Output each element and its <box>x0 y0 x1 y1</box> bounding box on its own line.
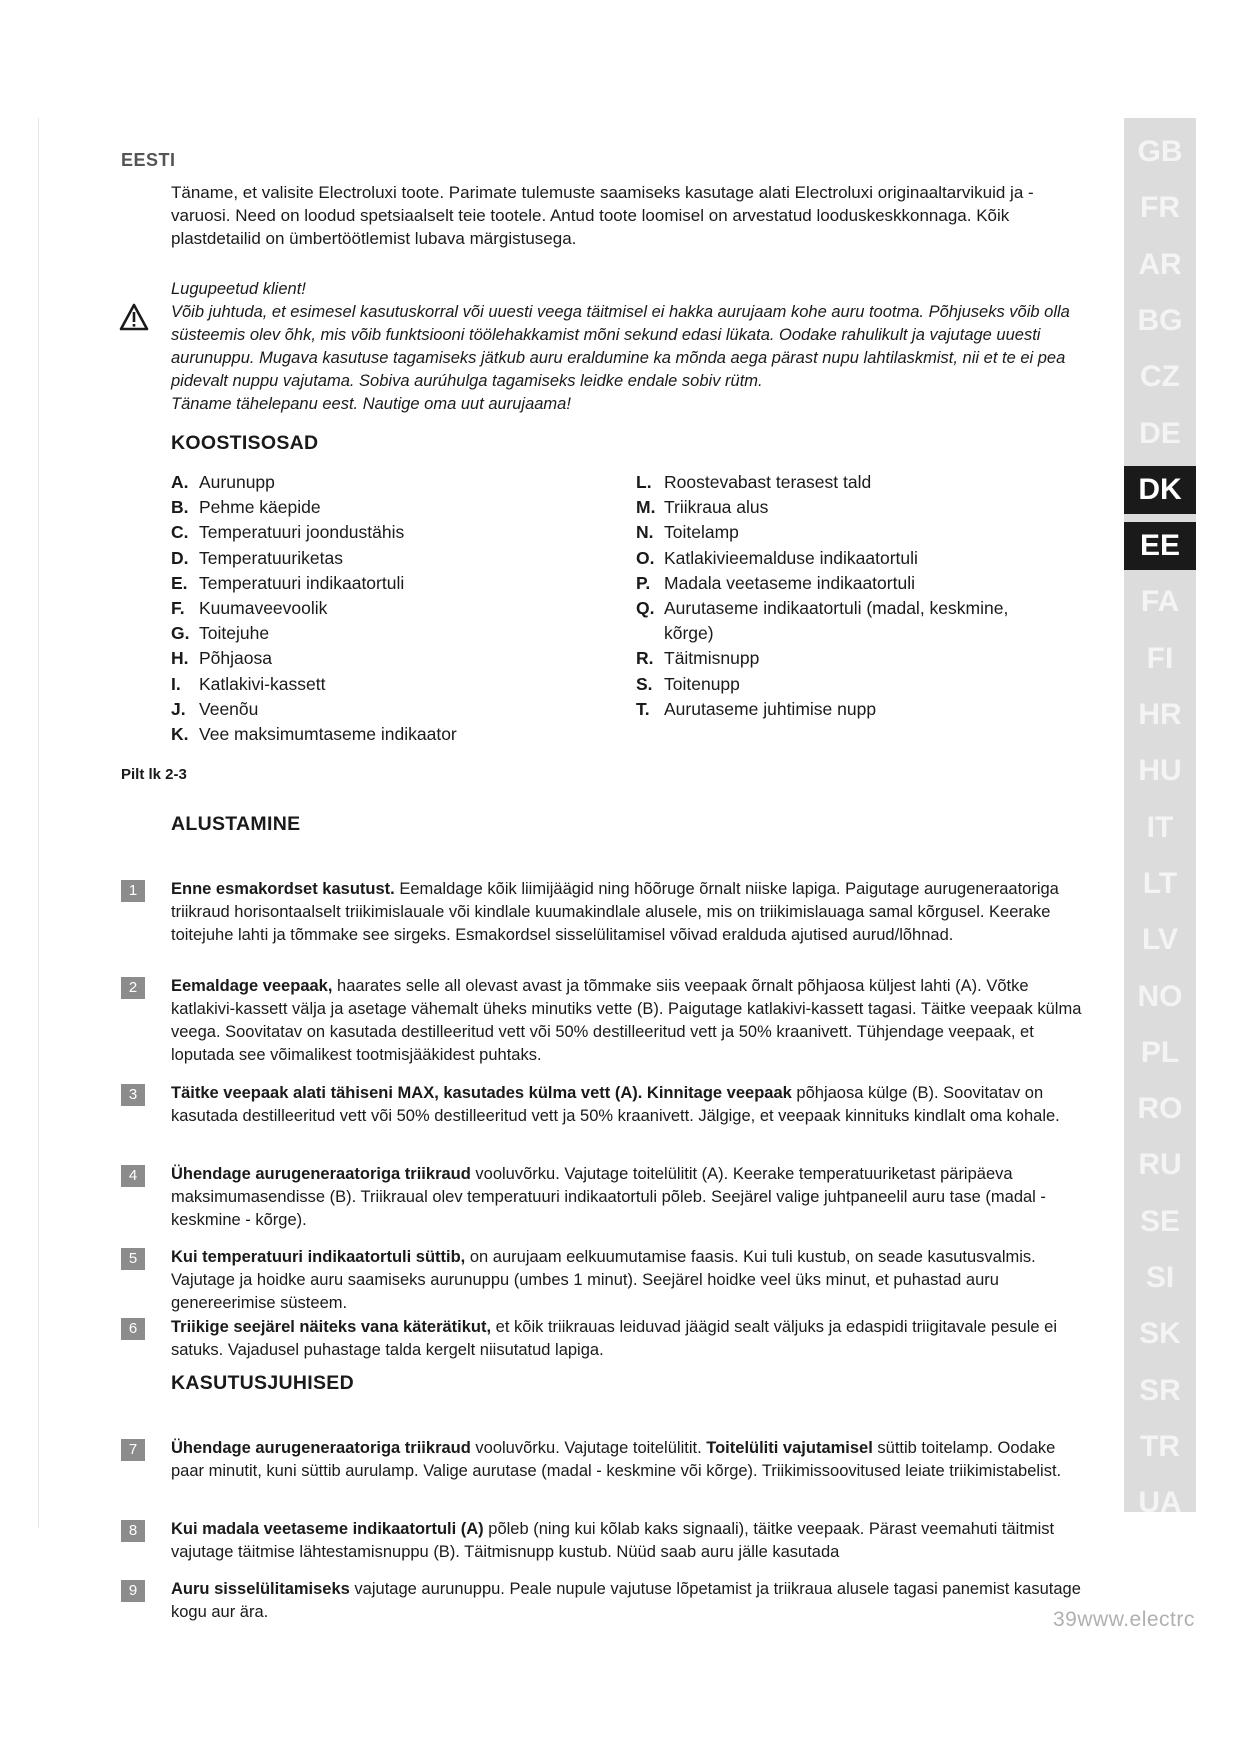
component-letter: M. <box>636 497 656 518</box>
component-name: Pehme käepide <box>199 497 321 518</box>
language-tab-ua[interactable]: UA <box>1138 1486 1182 1520</box>
step-number-badge: 6 <box>121 1318 145 1340</box>
component-letter: C. <box>171 522 189 543</box>
component-letter: T. <box>636 698 650 719</box>
component-letter: O. <box>636 547 655 568</box>
component-letter: P. <box>636 572 651 593</box>
component-name: Veenõu <box>199 698 259 719</box>
component-letter: F. <box>171 598 185 619</box>
language-tab-se[interactable]: SE <box>1139 1204 1181 1238</box>
component-name: Vee maksimumtaseme indikaator <box>199 724 457 745</box>
step-body: põhjaosa külge (B). Soovitatav on kasutada destilleeritud vett või 50% destilleeritud vett ja 50% kraanivett. Jälgige, et veepaak kinnituks kindlalt oma kohale. <box>171 1084 1060 1125</box>
step-body-continued: süttib toitelamp. Oodake paar minutit, kuni süttib aurulamp. Valige aurutase (madal - keskmine või kõrge). Triikimissoovitused leiate triikimistabelist. <box>171 1439 1062 1480</box>
step-text <box>171 1246 1091 1315</box>
step-bold-lead: Kui madala veetaseme indikaatortuli (A) <box>171 1520 484 1538</box>
component-item <box>171 571 591 596</box>
language-tab-lv[interactable]: LV <box>1141 923 1179 957</box>
language-tab-fi[interactable]: FI <box>1146 641 1174 675</box>
component-name-continued: kõrge) <box>664 623 714 644</box>
component-item <box>636 672 1056 697</box>
warning-closing: Täname tähelepanu eest. Nautige oma uut aurujaama! <box>171 395 571 413</box>
components-title: KOOSTISOSAD <box>171 432 319 454</box>
warning-greeting: Lugupeetud klient! <box>171 280 306 298</box>
component-item <box>171 672 591 697</box>
step-bold-lead: Enne esmakordset kasutust. <box>171 880 395 898</box>
language-heading: EESTI <box>121 150 176 170</box>
component-name: Aurutaseme juhtimise nupp <box>664 698 877 719</box>
language-tab-pl[interactable]: PL <box>1140 1035 1180 1069</box>
components-list-right <box>636 470 1056 722</box>
step-bold-lead: Auru sisselülitamiseks <box>171 1580 350 1598</box>
component-item <box>171 596 591 621</box>
warning-body: Võib juhtuda, et esimesel kasutuskorral või uuesti veega täitmisel ei hakka aurujaam kohe auru tootma. Põhjuseks võib olla süsteemis olev õhk, mis võib funktsiooni töölehakkamist mõni sekund edasi lükata. Oodake rahulikult ja vajutage uuesti aurunuppu. Mugava kasutuse tagamiseks jätkub auru eraldumine ka mõnda aega pärast nupu lahtilaskmist, nii et te ei pea pidevalt nuppu vajutama. Sobiva aurúhulga tagamiseks leidke endale sobiv rütm. <box>171 303 1070 390</box>
language-tab-tr[interactable]: TR <box>1140 1429 1180 1463</box>
component-item <box>171 621 591 646</box>
language-tab-fr[interactable]: FR <box>1140 191 1180 225</box>
step-text <box>171 1518 1091 1564</box>
step-number-badge: 9 <box>121 1580 145 1602</box>
step-text <box>171 1163 1091 1232</box>
component-name: Toitenupp <box>664 673 740 694</box>
component-letter: D. <box>171 547 189 568</box>
step-bold-lead: Kui temperatuuri indikaatortuli süttib, <box>171 1248 466 1266</box>
component-name: Temperatuuri joondustähis <box>199 522 405 543</box>
component-name: Toitelamp <box>664 522 739 543</box>
step-bold-inline: Toitelüliti vajutamisel <box>706 1439 873 1457</box>
step-text <box>171 1437 1091 1483</box>
component-letter: A. <box>171 472 189 492</box>
step-text <box>171 878 1091 947</box>
component-letter: Q. <box>636 598 655 619</box>
component-item <box>636 520 1056 545</box>
component-item <box>636 646 1056 671</box>
component-item <box>636 697 1056 722</box>
language-tab-dk[interactable]: DK <box>1124 466 1196 514</box>
component-name: Põhjaosa <box>199 648 272 669</box>
step-body: vooluvõrku. Vajutage toitelülitit. <box>470 1439 707 1457</box>
component-letter: B. <box>171 497 189 518</box>
warning-icon <box>119 303 149 331</box>
page-footer: 39www.electrc <box>1053 1608 1195 1631</box>
language-tab-ru[interactable]: RU <box>1138 1148 1182 1182</box>
figure-reference: Pilt lk 2-3 <box>121 766 187 783</box>
language-tab-de[interactable]: DE <box>1139 416 1181 450</box>
component-name: Toitejuhe <box>199 623 270 644</box>
warning-note <box>171 278 1091 416</box>
component-letter: I. <box>171 673 181 694</box>
language-tab-hu[interactable]: HU <box>1138 754 1182 788</box>
step-body: põleb (ning kui kõlab kaks signaali), täitke veepaak. Pärast veemahuti täitmist vajutage täitmise lähtestamisnuppu (B). Täitmisnupp kustub. Nüüd saab auru jälle kasutada <box>171 1520 1055 1561</box>
step-body: et kõik triikrauas leiduvad jäägid sealt väljuks ja edaspidi triigitavale pesule ei satuks. Vajadusel puhastage talda kergelt niisutatud lapiga. <box>171 1318 1057 1359</box>
step-number-badge: 5 <box>121 1248 145 1270</box>
margin-line <box>38 118 39 1528</box>
language-tab-hr[interactable]: HR <box>1138 698 1182 731</box>
usage-title: KASUTUSJUHISED <box>171 1372 354 1394</box>
language-tab-ee[interactable]: EE <box>1124 522 1196 570</box>
language-tab-fa[interactable]: FA <box>1140 585 1180 619</box>
component-name: Kuumaveevoolik <box>199 598 328 619</box>
component-item <box>636 495 1056 520</box>
language-tab-ro[interactable]: RO <box>1137 1092 1183 1126</box>
step-number-badge: 1 <box>121 880 145 902</box>
step-bold-lead: Täitke veepaak alati tähiseni MAX, kasutades külma vett (A). Kinnitage veepaak <box>171 1084 792 1102</box>
component-letter: L. <box>636 472 652 492</box>
component-name: Täitmisnupp <box>664 648 760 669</box>
component-name: Aurutaseme indikaatortuli (madal, keskmine, <box>664 598 1009 619</box>
component-letter: H. <box>171 648 189 669</box>
component-name: Triikraua alus <box>664 497 769 518</box>
component-name: Roostevabast terasest tald <box>664 472 872 492</box>
component-letter: K. <box>171 724 189 745</box>
component-item <box>171 495 591 520</box>
language-tab-cz[interactable]: CZ <box>1140 360 1180 394</box>
language-tab-si[interactable]: SI <box>1145 1261 1175 1294</box>
component-name: Temperatuuri indikaatortuli <box>199 572 405 593</box>
language-tab-bg[interactable]: BG <box>1137 303 1183 337</box>
language-tabs <box>1124 118 1196 1520</box>
component-name: Madala veetaseme indikaatortuli <box>664 572 915 593</box>
component-name: Temperatuuriketas <box>199 547 343 568</box>
step-bold-lead: Ühendage aurugeneraatoriga triikraud <box>171 1165 471 1183</box>
intro-paragraph: Täname, et valisite Electroluxi toote. Parimate tulemuste saamiseks kasutage alati Electroluxi originaaltarvikuid ja -varuosi. Need on loodud spetsiaalselt teie tootele. Antud toote loomisel on arvestatud looduskeskkonnaga. Kõik plastdetailid on ümbertöötlemist lubava märgistusega. <box>171 183 1034 248</box>
language-tab-it[interactable]: IT <box>1146 810 1174 844</box>
step-text <box>171 1082 1091 1128</box>
component-letter: G. <box>171 623 190 644</box>
component-name: Katlakivi-kassett <box>199 673 326 694</box>
component-item <box>636 470 1056 495</box>
component-item <box>636 596 1056 621</box>
step-bold-lead: Ühendage aurugeneraatoriga triikraud <box>171 1439 471 1457</box>
component-letter: N. <box>636 522 654 543</box>
language-tab-sk[interactable]: SK <box>1139 1317 1181 1351</box>
step-body: haarates selle all olevast avast ja tõmmake siis veepaak õrnalt põhjaosa küljest lahti (A). Võtke katlakivi-kassett välja ja asetage vähemalt üheks minutiks vette (B). Paigutage katlakivi-kassett tagasi. Täitke veepaak külma veega. Soovitatav on kasutada destilleeritud vett või 50% destilleeritud vett ja 50% kraanivett. Tühjendage veepaak, et loputada see võimalikest tootmisjääkidest puhtaks. <box>171 977 1082 1064</box>
component-letter: S. <box>636 673 653 694</box>
step-number-badge: 3 <box>121 1084 145 1106</box>
step-text <box>171 1316 1091 1362</box>
component-item <box>171 722 591 747</box>
step-body: vooluvõrku. Vajutage toitelülitit (A). Keerake temperatuuriketast päripäeva maksimumasendisse (B). Triikraual olev temperatuuri indikaatortuli põleb. Seejärel valige juhtpaneelil auru tase (madal -keskmine - kõrge). <box>171 1165 1046 1229</box>
step-number-badge: 7 <box>121 1439 145 1461</box>
component-letter: E. <box>171 572 188 593</box>
components-list-left <box>171 470 591 747</box>
component-item <box>171 646 591 671</box>
language-tab-no[interactable]: NO <box>1137 979 1183 1013</box>
step-number-badge: 4 <box>121 1165 145 1187</box>
component-letter: R. <box>636 648 654 669</box>
step-bold-lead: Eemaldage veepaak, <box>171 977 333 995</box>
component-item <box>636 546 1056 571</box>
component-item <box>171 520 591 545</box>
step-body: on aurujaam eelkuumutamise faasis. Kui tuli kustub, on seade kasutusvalmis. Vajutage ja hoidke auru saamiseks aurunuppu (umbes 1 minut). Seejärel hoidke veel üks minut, et puhastad auru genereerimise süsteem. <box>171 1248 1036 1312</box>
language-tab-sr[interactable]: SR <box>1139 1373 1181 1407</box>
step-bold-lead: Triikige seejärel näiteks vana käterätikut, <box>171 1318 492 1336</box>
getting-started-title: ALUSTAMINE <box>171 813 301 835</box>
component-item <box>171 470 591 495</box>
step-body: Eemaldage kõik liimijäägid ning hõõruge õrnalt niiske lapiga. Paigutage aurugeneraatoriga triikraud horisontaalselt triikimislauale või kindlale kuumakindlale alusele, mis on triikimislauaga samal kõrgusel. Keerake toitejuhe lahti ja tõmmake see sirgeks. Esmakordsel sisselülitamisel võivad eralduda ajutised aurud/lõhnad. <box>171 880 1059 944</box>
step-text <box>171 975 1091 1067</box>
component-name: Aurunupp <box>199 472 275 492</box>
component-item <box>171 546 591 571</box>
component-letter: J. <box>171 698 186 719</box>
component-item <box>636 571 1056 596</box>
language-tab-lt[interactable]: LT <box>1142 866 1178 900</box>
language-tab-gb[interactable]: GB <box>1137 135 1183 168</box>
language-tab-ar[interactable]: AR <box>1138 247 1182 281</box>
step-text <box>171 1578 1091 1624</box>
component-item <box>171 697 591 722</box>
step-number-badge: 2 <box>121 977 145 999</box>
step-body: vajutage aurunuppu. Peale nupule vajutuse lõpetamist ja triikraua alusele tagasi panemist kasutage kogu aur ära. <box>171 1580 1081 1621</box>
step-number-badge: 8 <box>121 1520 145 1542</box>
component-name: Katlakivieemalduse indikaatortuli <box>664 547 918 568</box>
